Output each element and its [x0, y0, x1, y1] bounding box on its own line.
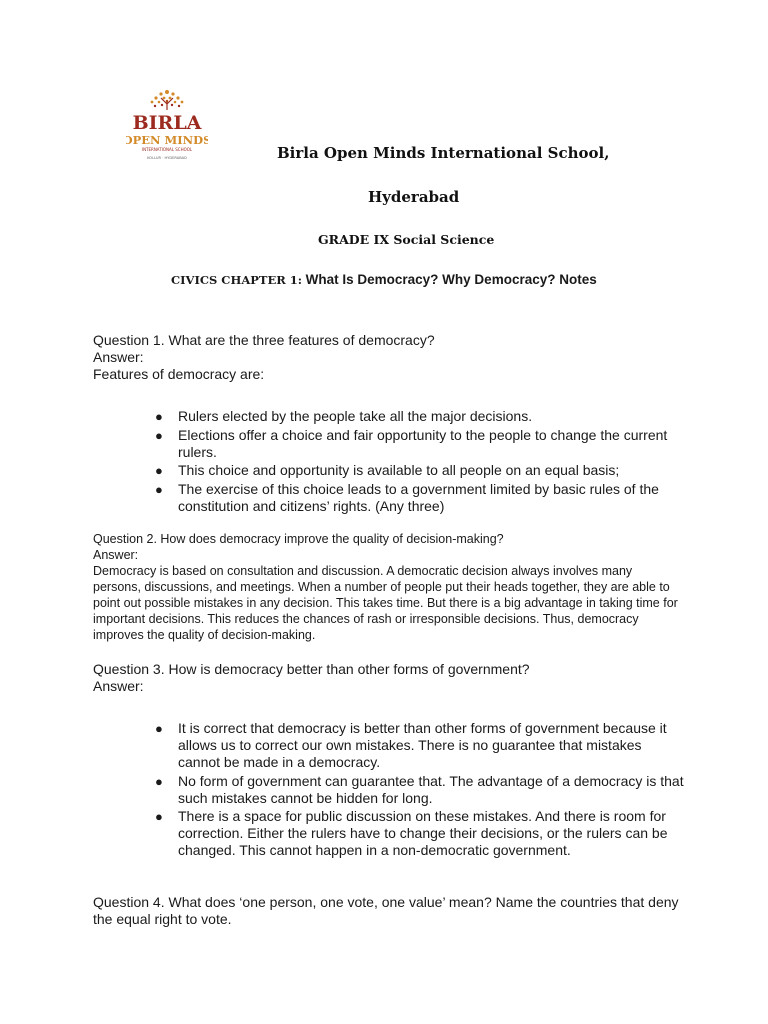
list-item-text: It is correct that democracy is better than other forms of government because it allows us to correct our own mistakes. There is no guarantee that mistakes cannot be made in a democracy.: [178, 720, 667, 770]
logo-text-international: INTERNATIONAL SCHOOL: [141, 147, 193, 152]
question-3-block: [93, 661, 683, 695]
bullet-icon: ●: [155, 427, 163, 443]
question-1-intro: Features of democracy are:: [93, 366, 265, 382]
chapter-heading: [171, 272, 597, 287]
list-item: [154, 481, 684, 515]
question-3-answer-label: Answer:: [93, 678, 144, 694]
bullet-icon: ●: [155, 481, 163, 497]
list-item-text: No form of government can guarantee that. The advantage of a democracy is that such mistakes cannot be hidden for long.: [178, 772, 684, 806]
question-1-features-list: [154, 408, 684, 516]
question-1-block: [93, 332, 683, 383]
list-item-text: The exercise of this choice leads to a government limited by basic rules of the constitution and citizens’ rights. (Any three): [178, 480, 659, 514]
question-2-block: [93, 531, 683, 643]
list-item: [154, 427, 684, 461]
logo-text-location: KOLLUR · HYDERABAD: [147, 156, 187, 160]
list-item-text: There is a space for public discussion on these mistakes. And there is room for correction. Either the rulers have to change their decisions, or the rulers can be changed. This cannot happen in a non-democratic government.: [178, 808, 668, 858]
list-item: [154, 462, 684, 479]
bullet-icon: ●: [155, 773, 163, 789]
chapter-title: What Is Democracy? Why Democracy? Notes: [305, 272, 597, 287]
grade-title: GRADE IX Social Science: [318, 232, 495, 247]
logo-text-birla: BIRLA: [132, 112, 202, 134]
bullet-icon: ●: [155, 721, 163, 736]
bullet-icon: ●: [155, 463, 163, 478]
list-item: [154, 408, 684, 425]
list-item-text: This choice and opportunity is available to all people on an equal basis;: [178, 462, 620, 478]
list-item: [154, 773, 684, 807]
list-item: [154, 808, 684, 859]
question-3-text: Question 3. How is democracy better than other forms of government?: [93, 661, 530, 677]
bullet-icon: ●: [155, 409, 163, 424]
question-1-answer-label: Answer:: [93, 349, 144, 365]
question-1-text: Question 1. What are the three features of democracy?: [93, 332, 435, 348]
school-logo: [126, 86, 208, 166]
list-item-text: Rulers elected by the people take all the major decisions.: [178, 408, 533, 424]
question-4-text: Question 4. What does ‘one person, one vote, one value’ mean? Name the countries that deny the equal right to vote.: [93, 894, 679, 927]
school-name: Birla Open Minds International School,: [277, 144, 610, 162]
list-item: [154, 720, 684, 771]
list-item-text: Elections offer a choice and fair opportunity to the people to change the current rulers.: [178, 426, 668, 460]
school-city: Hyderabad: [368, 188, 460, 206]
question-3-answer-list: [154, 720, 684, 861]
question-2-answer: Democracy is based on consultation and discussion. A democratic decision always involves many persons, discussions, and meetings. When a number of people put their heads together, they are able to point out possible mistakes in any decision. This takes time. But there is a big advantage in taking time for important decisions. This reduces the chances of rash or irresponsible decisions. Thus, democracy improves the quality of decision-making.: [93, 564, 678, 642]
logo-text-open-minds: OPEN MINDS: [126, 133, 208, 147]
question-2-answer-label: Answer:: [93, 548, 139, 562]
bullet-icon: ●: [155, 809, 163, 824]
question-2-text: Question 2. How does democracy improve the quality of decision-making?: [93, 532, 504, 546]
chapter-prefix: CIVICS CHAPTER 1:: [171, 273, 303, 287]
logo-tree-icon: [126, 86, 208, 166]
question-4-block: [93, 894, 683, 928]
